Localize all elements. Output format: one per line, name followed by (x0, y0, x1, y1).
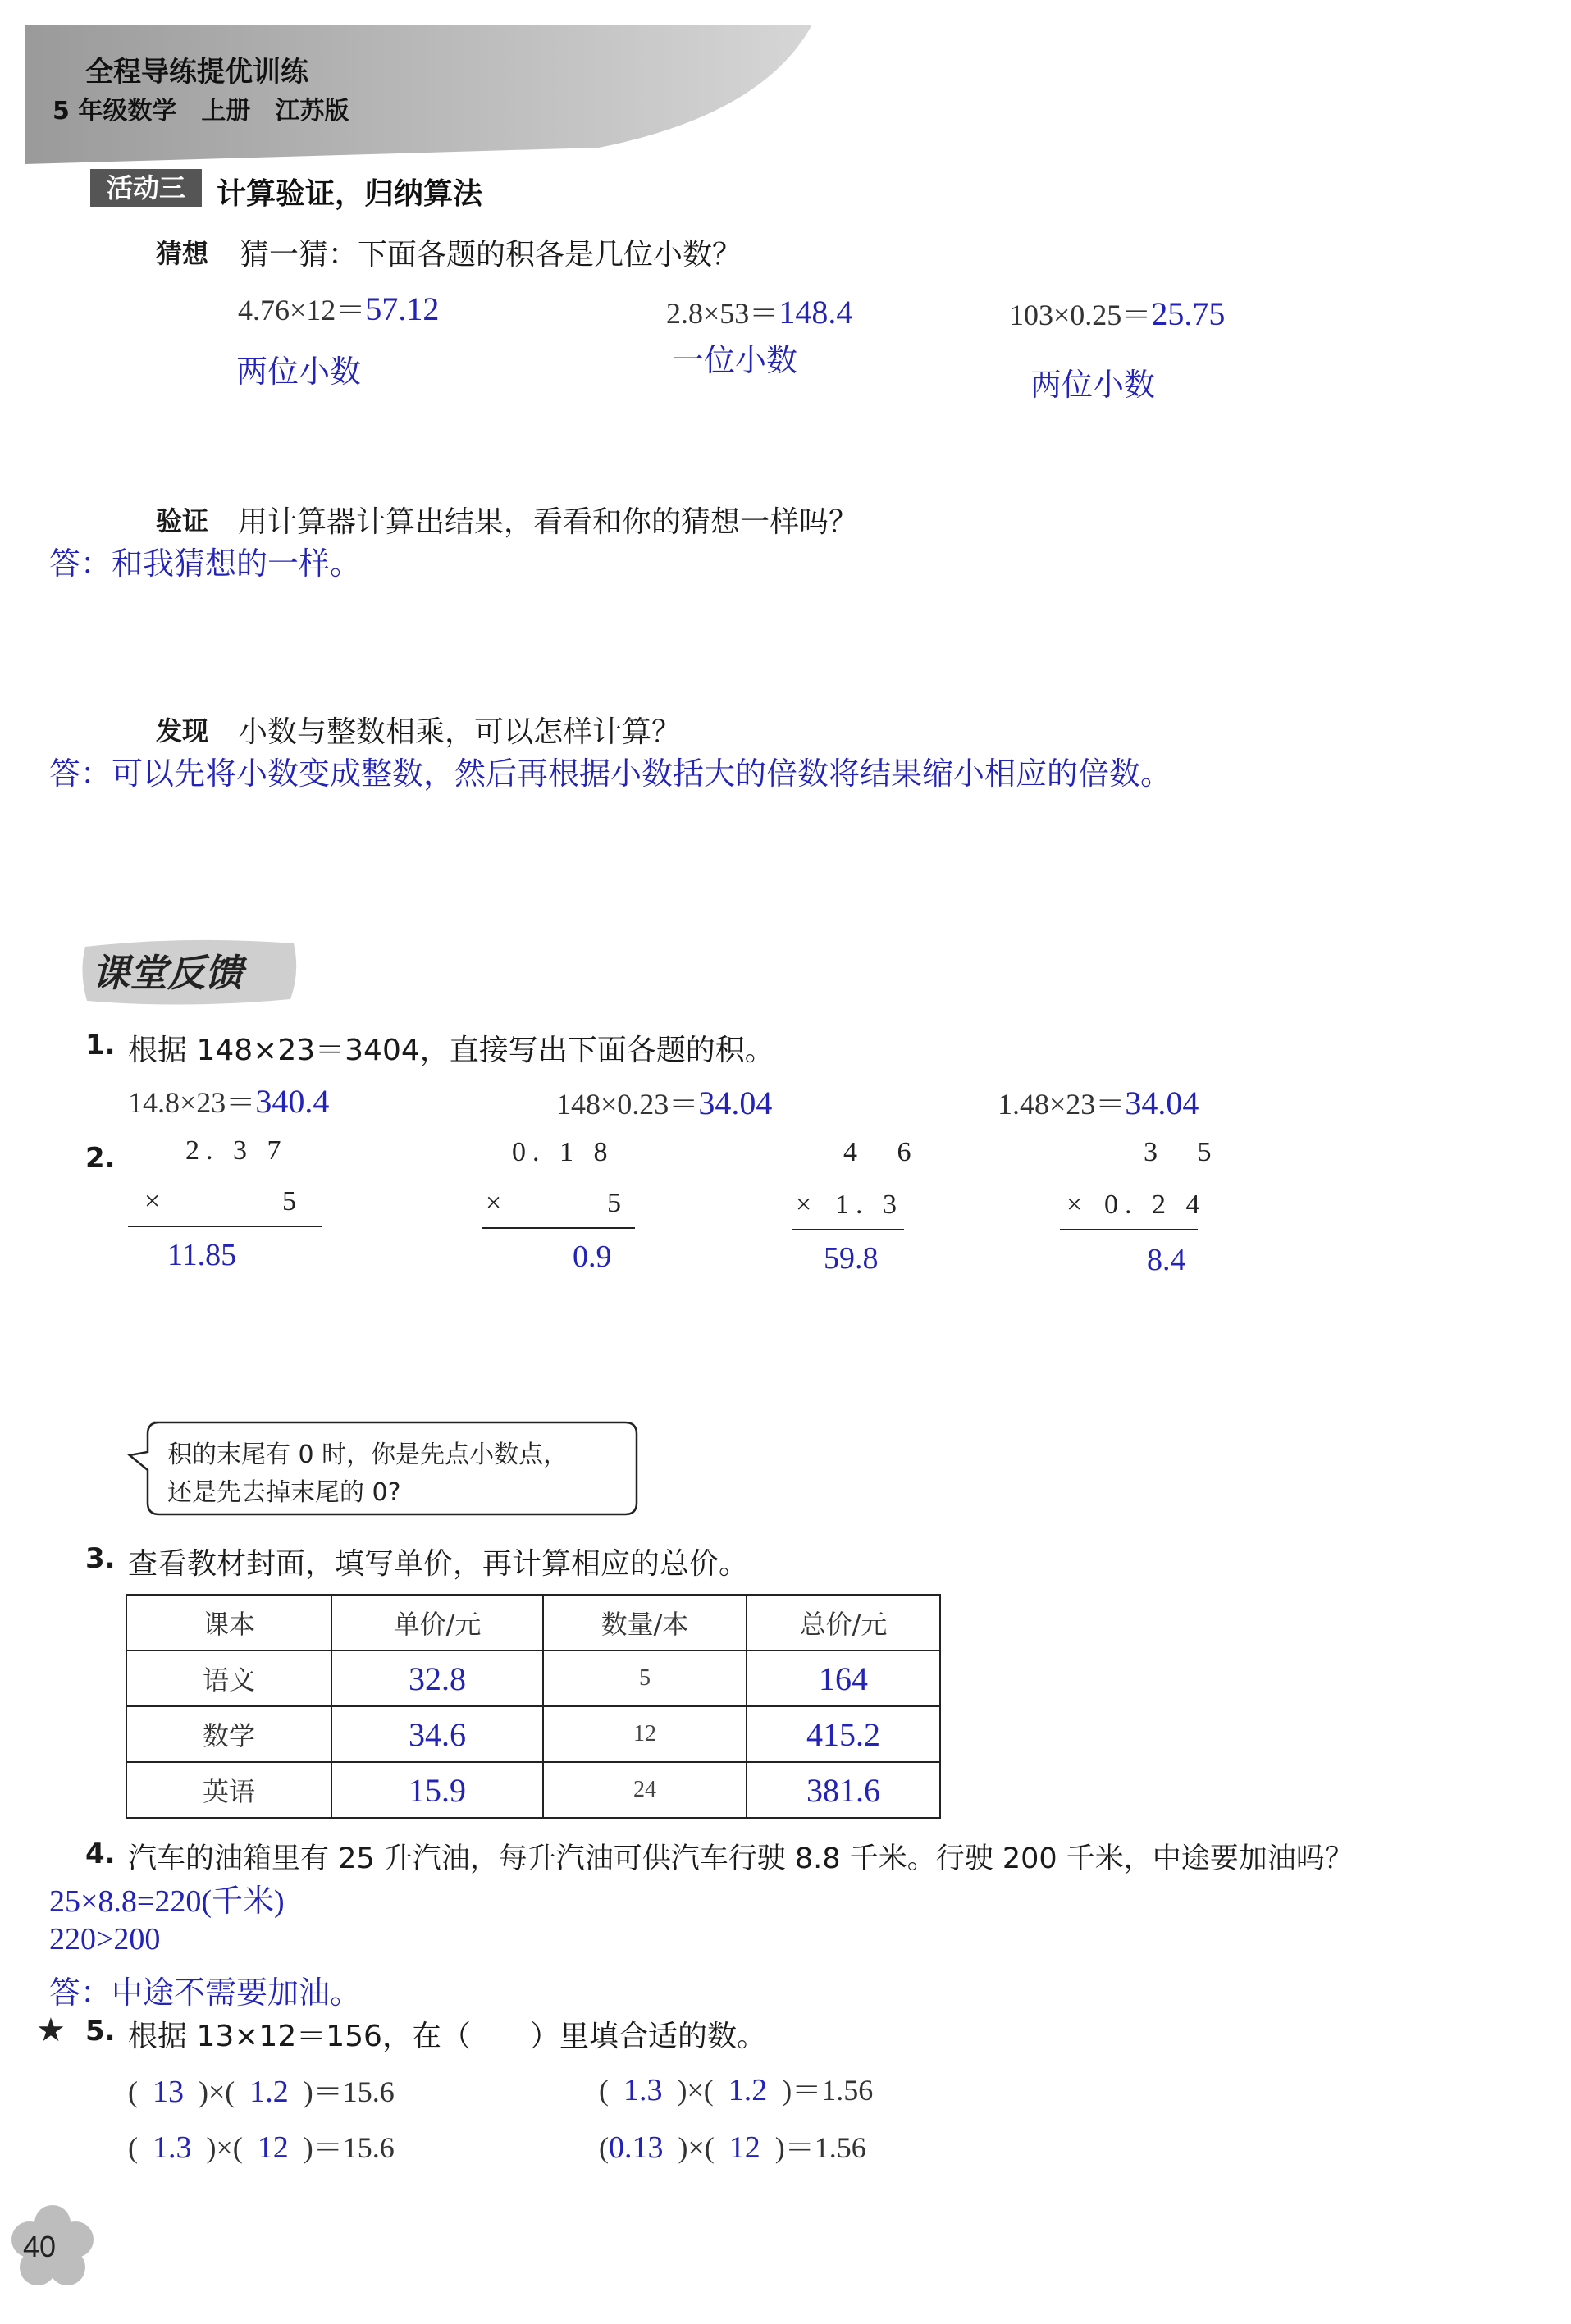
q5-item-3: ( 1.3 )×( 12 )＝15.6 (128, 2130, 395, 2165)
table-cell: 数学 (126, 1706, 331, 1762)
table-header-row (126, 1595, 940, 1651)
header-subtitle: 5 年级数学 上册 江苏版 (53, 97, 349, 126)
guess-item-2: 2.8×53＝148.4 (666, 294, 853, 331)
table-cell: 381.6 (747, 1762, 940, 1818)
table-cell: 12 (543, 1706, 747, 1762)
q5-item-2: ( 1.3 )×( 1.2 )＝1.56 (599, 2073, 874, 2107)
table-header-cell: 课本 (126, 1595, 331, 1651)
q1-text: 根据 148×23＝3404，直接写出下面各题的积。 (128, 1034, 774, 1067)
discover-answer: 答：可以先将小数变成整数，然后再根据小数括大的倍数将结果缩小相应的倍数。 (49, 756, 1172, 792)
q5-item-1: ( 13 )×( 1.2 )＝15.6 (128, 2075, 395, 2109)
q1-item-1: 14.8×23＝340.4 (128, 1083, 330, 1120)
page-number: 40 (23, 2230, 57, 2263)
guess-label: 猜想 (156, 238, 209, 269)
table-cell: 5 (543, 1651, 747, 1706)
table-cell: 34.6 (331, 1706, 543, 1762)
table-row (126, 1706, 940, 1762)
table-cell: 415.2 (747, 1706, 940, 1762)
q3-text: 查看教材封面，填写单价，再计算相应的总价。 (128, 1547, 749, 1581)
hint-bubble-line2: 还是先去掉末尾的 0? (167, 1478, 401, 1507)
hint-bubble-line1: 积的末尾有 0 时，你是先点小数点， (167, 1441, 569, 1469)
q4-text: 汽车的油箱里有 25 升汽油，每升汽油可供汽车行驶 8.8 千米。行驶 200 千米，中途要加油吗？ (128, 1842, 1354, 1875)
table-cell: 15.9 (331, 1762, 543, 1818)
q2-number: 2. (85, 1142, 116, 1175)
price-table (126, 1594, 941, 1819)
discover-label: 发现 (156, 715, 209, 747)
q4-number: 4. (85, 1838, 116, 1870)
table-header-cell: 单价/元 (331, 1595, 543, 1651)
verify-label: 验证 (156, 505, 209, 536)
table-cell: 英语 (126, 1762, 331, 1818)
header-title: 全程导练提优训练 (85, 56, 308, 89)
table-header-cell: 数量/本 (543, 1595, 747, 1651)
guess-note-3: 两位小数 (1030, 367, 1156, 403)
q5-number: 5. (85, 2015, 116, 2048)
table-row (126, 1651, 940, 1706)
q1-item-3: 1.48×23＝34.04 (998, 1084, 1199, 1121)
table-row (126, 1762, 940, 1818)
verify-answer: 答：和我猜想的一样。 (49, 546, 362, 582)
q4-line1: 25×8.8=220(千米) (49, 1884, 285, 1919)
q1-number: 1. (85, 1029, 116, 1062)
guess-note-2: 一位小数 (673, 342, 798, 378)
q5-text: 根据 13×12＝156，在（ ）里填合适的数。 (128, 2020, 766, 2053)
star-icon: ★ (36, 2011, 66, 2049)
feedback-title: 课堂反馈 (92, 951, 243, 995)
q3-number: 3. (85, 1542, 116, 1575)
table-cell: 164 (747, 1651, 940, 1706)
q4-line2: 220>200 (49, 1922, 161, 1956)
guess-item-3: 103×0.25＝25.75 (1009, 295, 1226, 332)
table-header-cell: 总价/元 (747, 1595, 940, 1651)
table-cell: 语文 (126, 1651, 331, 1706)
discover-question: 小数与整数相乘，可以怎样计算？ (238, 715, 682, 749)
guess-question: 猜一猜：下面各题的积各是几位小数？ (240, 238, 742, 272)
guess-note-1: 两位小数 (236, 354, 362, 390)
guess-item-1: 4.76×12＝57.12 (238, 290, 440, 327)
activity-badge: 活动三 (90, 169, 202, 207)
table-cell: 32.8 (331, 1651, 543, 1706)
q4-answer: 答：中途不需要加油。 (49, 1975, 362, 2011)
activity-title: 计算验证，归纳算法 (217, 177, 483, 211)
verify-question: 用计算器计算出结果，看看和你的猜想一样吗？ (238, 505, 859, 539)
q5-item-4: (0.13 )×( 12 )＝1.56 (599, 2130, 866, 2165)
q1-item-2: 148×0.23＝34.04 (556, 1084, 773, 1121)
table-cell: 24 (543, 1762, 747, 1818)
